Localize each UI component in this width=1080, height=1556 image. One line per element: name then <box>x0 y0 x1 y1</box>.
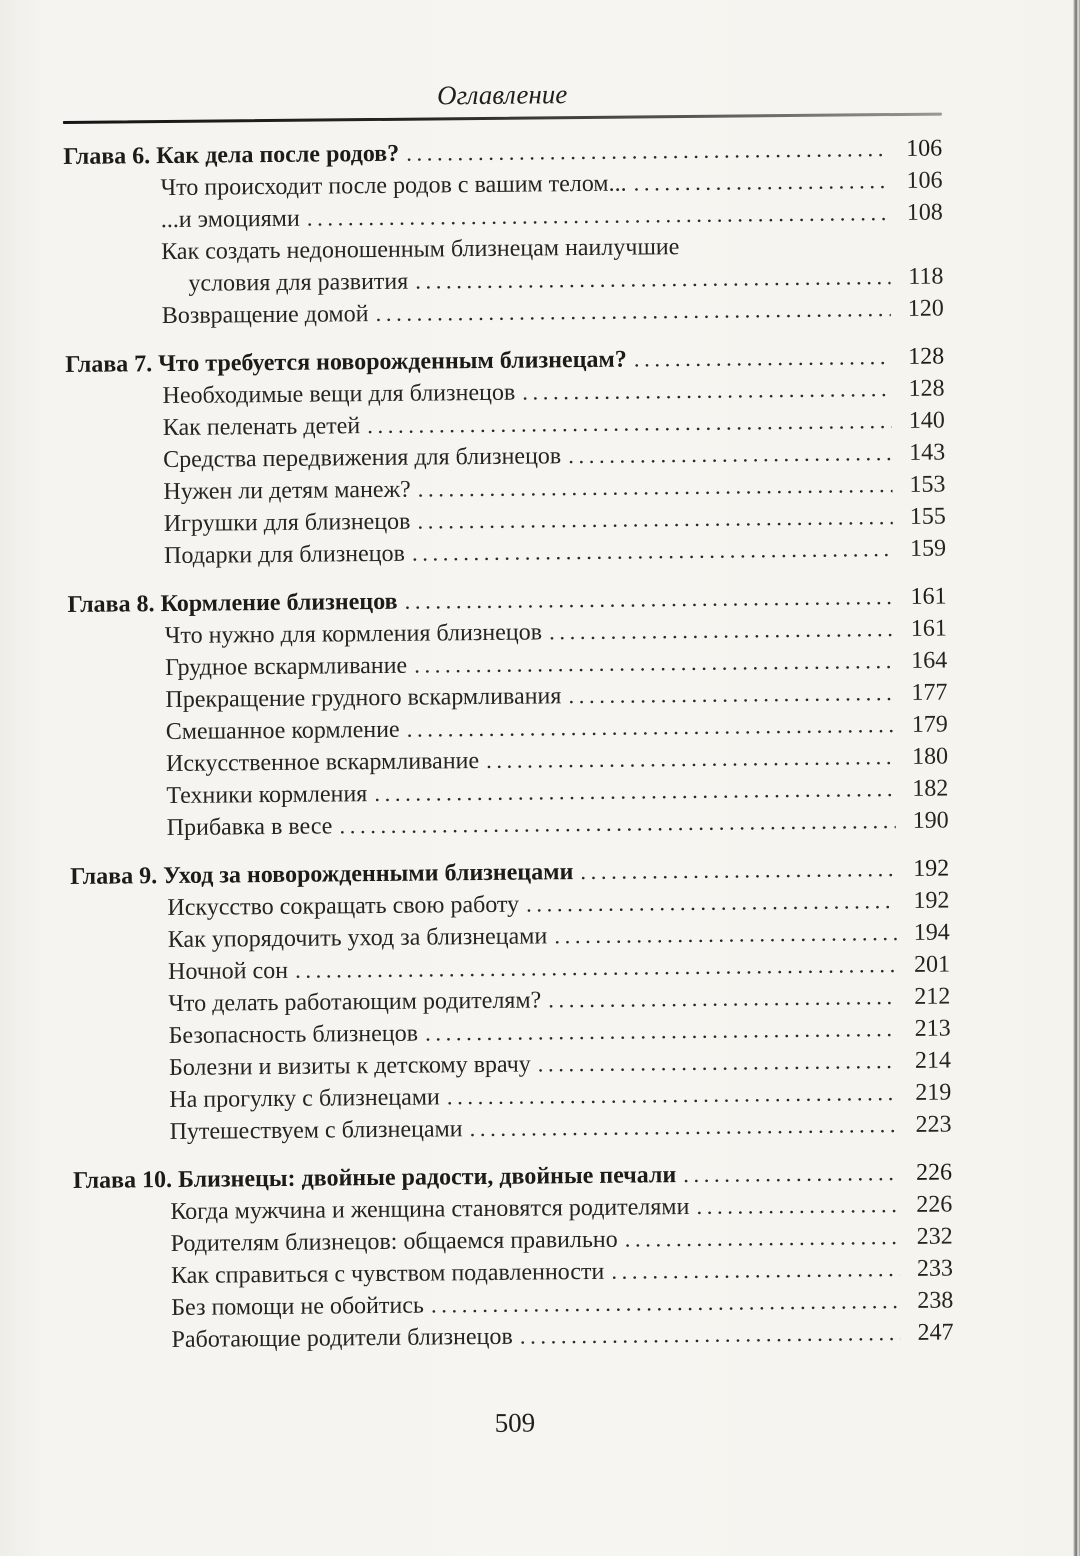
toc-entry-label: Родителям близнецов: общаемся правильно <box>170 1226 618 1258</box>
dot-leader <box>548 981 897 1016</box>
toc-entry-page: 247 <box>917 1319 954 1346</box>
toc-entry-page: 214 <box>914 1047 952 1074</box>
toc-entry-label: Глава 9. Уход за новорожденными близнецами <box>70 859 574 890</box>
header-rule <box>63 113 942 124</box>
toc-entry-page: 238 <box>917 1287 954 1314</box>
page-number: 509 <box>494 1407 536 1438</box>
toc-entry-label: Грудное вскармливание <box>165 652 408 682</box>
dot-leader <box>404 581 893 618</box>
toc-entry-page: 159 <box>909 535 947 562</box>
dot-leader <box>520 1317 901 1353</box>
toc-entry-page: 179 <box>911 711 948 738</box>
dot-leader <box>469 1109 898 1145</box>
dot-leader <box>406 709 894 746</box>
dot-leader <box>486 741 895 777</box>
dot-leader <box>568 677 894 712</box>
toc-entry-page: 118 <box>908 263 944 290</box>
dot-leader <box>418 469 893 506</box>
running-head-title: Оглавление <box>436 79 568 111</box>
dot-leader <box>447 1077 899 1113</box>
toc-entry-page: 194 <box>913 919 950 946</box>
toc-entry-page: 161 <box>910 583 947 610</box>
dot-leader <box>375 293 891 330</box>
toc-entry-page: 155 <box>909 503 946 530</box>
toc-entry-page: 226 <box>916 1191 953 1218</box>
toc-entry-page: 128 <box>908 375 945 402</box>
dot-leader <box>406 133 889 170</box>
dot-leader <box>538 1045 899 1080</box>
toc-entry-page: 180 <box>911 743 949 770</box>
dot-leader <box>568 437 892 472</box>
page-content <box>62 0 955 1443</box>
toc-entry-page: 177 <box>911 679 948 706</box>
dot-leader <box>415 261 891 298</box>
toc-entry-label: Смешанное кормление <box>165 716 400 746</box>
toc-entry-page: 190 <box>912 807 949 834</box>
toc-entry-page: 120 <box>907 295 944 322</box>
dot-leader <box>580 853 896 888</box>
toc-entry-page: 164 <box>911 647 948 674</box>
toc-entry-label: Возвращение домой <box>161 301 369 330</box>
toc-entry-page: 182 <box>912 775 949 802</box>
toc-entry-page: 192 <box>913 855 950 882</box>
toc-entry-page: 143 <box>909 439 946 466</box>
toc-entry-page: 192 <box>913 887 950 914</box>
dot-leader <box>522 373 892 409</box>
toc-entry-label: Путешествуем с близнецами <box>169 1116 463 1146</box>
dot-leader <box>696 1189 899 1223</box>
dot-leader <box>683 1157 899 1191</box>
dot-leader <box>339 805 896 842</box>
dot-leader <box>374 773 895 810</box>
toc-entry-label: Техники кормления <box>166 781 368 810</box>
toc-entry-label: Ночной сон <box>167 957 289 986</box>
toc-entry-page: 201 <box>913 951 951 978</box>
toc-entry-label: Что происходит после родов с вашим телом... <box>160 170 627 202</box>
toc-entry-label: Болезни и визиты к детскому врачу <box>168 1051 531 1082</box>
dot-leader <box>634 341 892 375</box>
toc-entry-page: 219 <box>915 1079 952 1106</box>
toc-entry-label: ...и эмоциями <box>160 205 300 234</box>
toc-entry-label: Как создать недоношенным близнецам наилучшие <box>161 234 680 266</box>
dot-leader <box>611 1253 900 1288</box>
toc-entry-label: Как упорядочить уход за близнецами <box>167 923 548 954</box>
toc-entry-label: Прекращение грудного вскармливания <box>165 683 562 714</box>
toc-list <box>63 133 954 1357</box>
dot-leader <box>431 1285 901 1322</box>
toc-entry-label: Глава 8. Кормление близнецов <box>67 588 398 618</box>
dot-leader <box>526 885 897 921</box>
toc-entry-label: Прибавка в весе <box>166 813 333 842</box>
toc-entry-page: 161 <box>910 615 947 642</box>
dot-leader <box>549 613 894 648</box>
toc-entry-page: 223 <box>915 1111 952 1138</box>
toc-entry-label: Работающие родители близнецов <box>171 1323 513 1354</box>
toc-entry-label: Глава 6. Как дела после родов? <box>63 140 400 170</box>
toc-entry-page: 128 <box>908 343 945 370</box>
toc-entry-label: На прогулку с близнецами <box>169 1084 440 1114</box>
toc-entry-page: 106 <box>906 167 943 194</box>
toc-entry-label: Нужен ли детям манеж? <box>163 476 411 506</box>
toc-entry-label: Безопасность близнецов <box>168 1020 419 1050</box>
dot-leader <box>367 405 892 442</box>
dot-leader <box>412 533 893 570</box>
dot-leader <box>425 1013 898 1050</box>
toc-entry-label: Что делать работающим родителям? <box>168 987 542 1018</box>
toc-entry-page: 213 <box>914 1015 951 1042</box>
scan-edge-line <box>1072 0 1080 1556</box>
toc-entry-label: Средства передвижения для близнецов <box>163 443 562 474</box>
toc-entry-page: 153 <box>909 471 946 498</box>
toc-entry-label: Глава 7. Что требуется новорожденным близнецам? <box>65 346 627 378</box>
toc-entry-page: 106 <box>906 135 943 162</box>
toc-entry-label: Искусственное вскармливание <box>165 748 480 778</box>
toc-entry-label: Глава 10. Близнецы: двойные радости, двойные печали <box>72 1162 677 1194</box>
toc-entry-page: 232 <box>916 1223 953 1250</box>
toc-entry-label: Необходимые вещи для близнецов <box>162 379 516 410</box>
toc-entry-label: Без помощи не обойтись <box>171 1292 425 1322</box>
toc-entry-label: Когда мужчина и женщина становятся родителями <box>170 1194 690 1226</box>
toc-entry-label: Как пеленать детей <box>162 413 361 442</box>
toc-entry-page: 108 <box>906 199 943 226</box>
dot-leader <box>554 917 897 952</box>
dot-leader <box>417 501 893 538</box>
toc-entry-page: 212 <box>914 983 951 1010</box>
toc-entry-label: Искусство сокращать свою работу <box>167 891 520 922</box>
toc-entry-page: 140 <box>908 407 945 434</box>
toc-entry-label: условия для развития <box>188 268 409 297</box>
dot-leader <box>633 165 889 199</box>
dot-leader <box>307 197 890 235</box>
toc-entry-label: Подарки для близнецов <box>163 540 406 570</box>
toc-entry-page: 233 <box>916 1255 954 1282</box>
toc-entry-label: Что нужно для кормления близнецов <box>164 619 543 650</box>
dot-leader <box>414 645 894 682</box>
toc-entry-page: 226 <box>915 1159 953 1186</box>
toc-entry-label: Как справиться с чувством подавленности <box>170 1258 605 1290</box>
toc-entry-label: Игрушки для близнецов <box>163 508 411 538</box>
dot-leader <box>625 1221 900 1256</box>
